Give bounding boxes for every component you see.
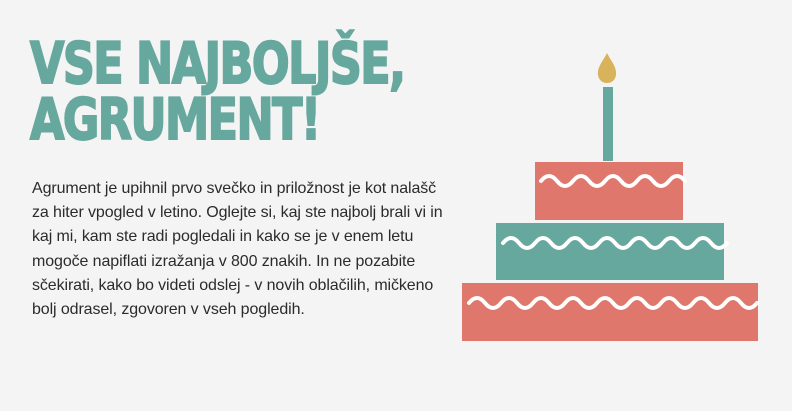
cake-tier-bottom [462, 283, 758, 341]
headline-line-2: AGRUMENT! [30, 87, 320, 153]
birthday-cake-icon [455, 45, 775, 345]
candle-icon [603, 87, 613, 161]
flame-icon [598, 53, 616, 83]
body-paragraph: Agrument je upihnil prvo svečko in priložnost je kot nalašč za hiter vpogled v letino. Oglejte si, kaj ste najbolj brali vi in kaj mi, kam ste radi pogledali in kako se je v enem letu mogoče napiflati izražanja v 800 znakih. In ne pozabite sčekirati, kako bo videti odslej - v novih oblačilih, mičkeno bolj odrasel, zgovoren v vseh pogledih. [32, 180, 443, 319]
cake-tier-top [535, 162, 683, 220]
headline [30, 31, 405, 153]
cake-tier-middle [496, 223, 724, 280]
headline-line-1: VSE NAJBOLJŠE, [30, 31, 405, 97]
